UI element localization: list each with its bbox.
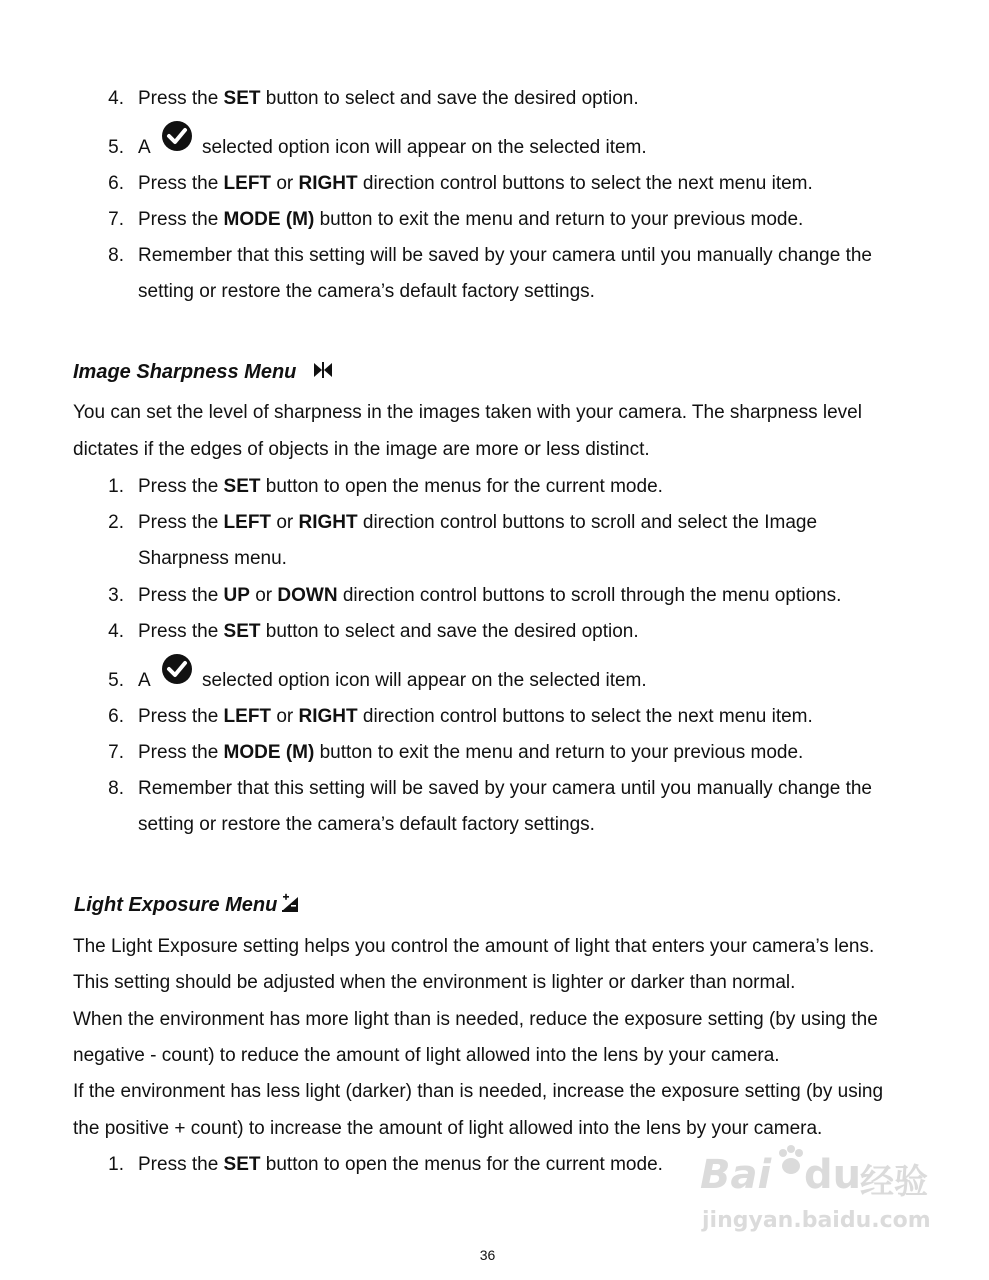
paragraph: The Light Exposure setting helps you control the amount of light that enters your camera’s lens. <box>73 936 875 957</box>
paragraph: You can set the level of sharpness in the images taken with your camera. The sharpness level <box>73 402 862 423</box>
paragraph: negative - count) to reduce the amount of light allowed into the lens by your camera. <box>73 1045 780 1066</box>
exposure-icon <box>280 893 300 913</box>
paragraph: If the environment has less light (darker) than is needed, increase the exposure setting (by using <box>73 1081 884 1102</box>
paragraph: the positive + count) to increase the amount of light allowed into the lens by your camera. <box>73 1118 823 1139</box>
checkmark-icon <box>161 120 193 152</box>
page-number: 36 <box>479 1247 496 1263</box>
paragraph: dictates if the edges of objects in the image are more or less distinct. <box>73 439 650 460</box>
paragraph: When the environment has more light than is needed, reduce the exposure setting (by using the <box>73 1009 878 1030</box>
manual-page: 4. Press the SET button to select and save the desired option. 5. A selected option icon will appear on the selected item. 6. Press the LEFT or RIGHT direction control buttons to select the next menu item. 7. Press the MODE (M) button to exit the menu and return to your previous mode. 8. Remember that this setting will be saved by your camera until you manually change the setting or restore the camera’s default factory settings. Image Sharpness Menu You can set the level of sharpness in the images taken with your camera. The sharpness level dictates if the edges of objects in the image are more or less distinct. 1. Press the SET button to open the menus for the current mode. 2. Press the LEFT or RIGHT direction control buttons to scroll and select the Image Sharpness menu. 3. Press the UP or DOWN direction control buttons to scroll through the menu options. 4. Press the SET button to select and save the desired option. 5. A selected option icon will appear on the selected item. 6. Press the LEFT or RIGHT direction control buttons to select the next menu item. 7. Press the MODE (M) button to exit the menu and return to your previous mode. 8. Remember that this setting will be saved by your camera until you manually change the setting or restore the camera’s default factory settings. Light Exposure Menu The Light Exposure setting helps you control the amount of light that enters your camera’s lens. This setting should be adjusted when the environment is lighter or darker than normal. When the environment has more light than is needed, reduce the exposure setting (by using the negative - count) to reduce the amount of light allowed into the lens by your camera. If the environment has less light (darker) than is needed, increase the exposure setting (by using the positive + count) to increase the amount of light allowed into the lens by your camera. 1. Press the SET button to open the menus for the current mode. Bai du 经验 jingyan.baidu.com 36 <box>0 0 989 1280</box>
checkmark-icon <box>161 653 193 685</box>
watermark: Bai du 经验 jingyan.baidu.com <box>700 1140 940 1250</box>
section-heading: Image Sharpness Menu <box>73 361 297 383</box>
section-heading: Light Exposure Menu <box>74 894 278 916</box>
sharpness-icon <box>313 361 333 379</box>
paragraph: This setting should be adjusted when the environment is lighter or darker than normal. <box>73 972 796 993</box>
paw-icon <box>774 1144 808 1178</box>
